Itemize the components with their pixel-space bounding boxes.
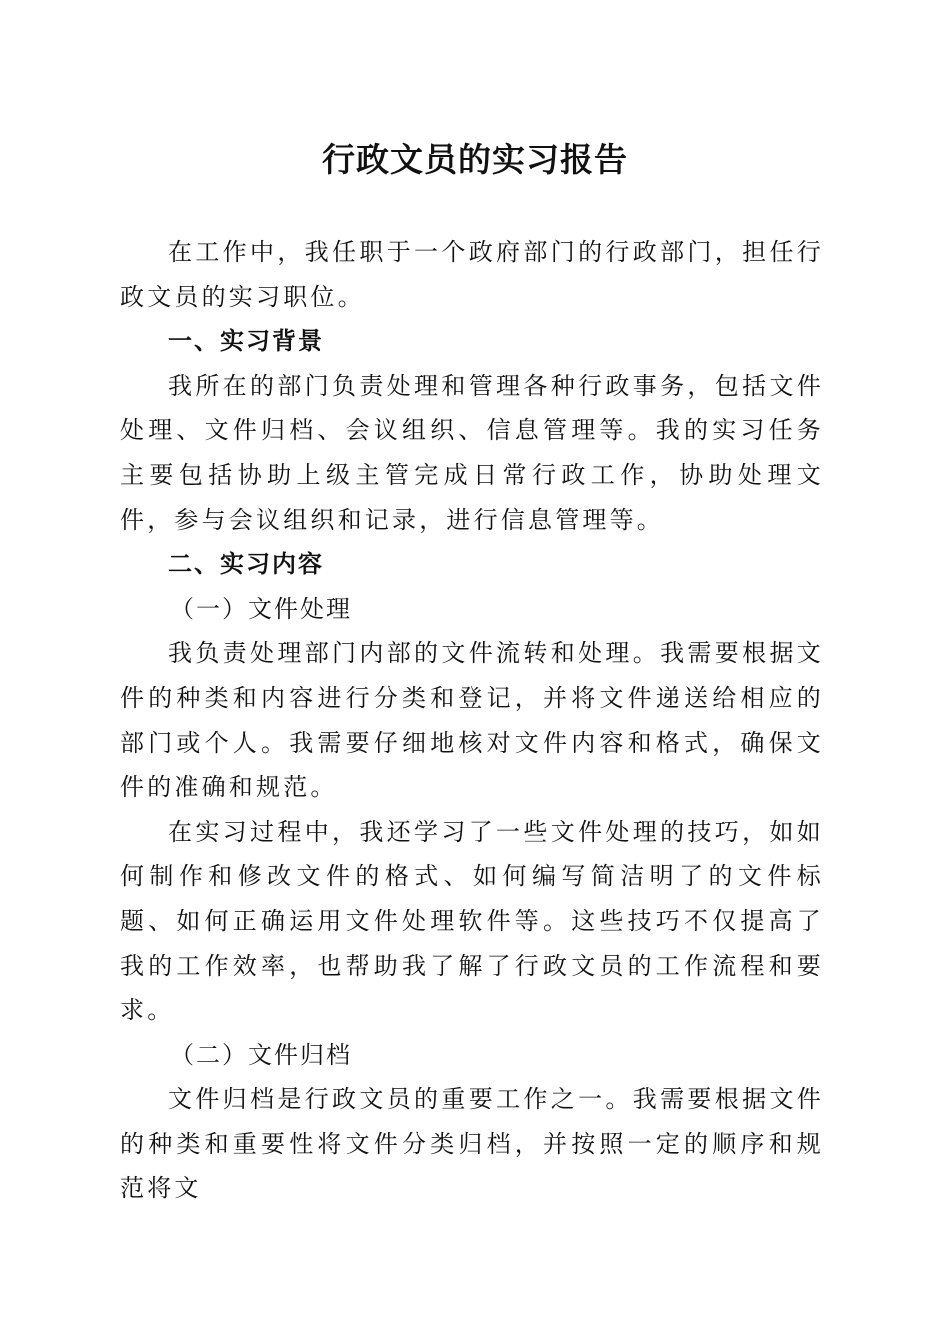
file-archiving-paragraph-1: 文件归档是行政文员的重要工作之一。我需要根据文件的种类和重要性将文件分类归档，并按照一定的顺序和规范将文 [120,1085,824,1203]
file-processing-paragraph-1: 我负责处理部门内部的文件流转和处理。我需要根据文件的种类和内容进行分类和登记，并将文件递送给相应的部门或个人。我需要仔细地核对文件内容和格式，确保文件的准确和规范。 [120,639,824,802]
document-title: 行政文员的实习报告 [322,140,628,179]
subsection-heading-file-archiving: （二）文件归档 [170,1040,352,1069]
section-heading-content: 二、实习内容 [168,550,324,579]
subsection-heading-file-processing: （一）文件处理 [170,594,352,623]
document-body [120,230,824,1211]
section-heading-background: 一、实习背景 [168,327,324,356]
file-processing-paragraph-2: 在实习过程中，我还学习了一些文件处理的技巧，如如何制作和修改文件的格式、如何编写简洁明了的文件标题、如何正确运用文件处理软件等。这些技巧不仅提高了我的工作效率，也帮助我了解了行政文员的工作流程和要求。 [120,817,824,1025]
intro-paragraph: 在工作中，我任职于一个政府部门的行政部门，担任行政文员的实习职位。 [120,238,824,311]
background-paragraph: 我所在的部门负责处理和管理各种行政事务，包括文件处理、文件归档、会议组织、信息管理等。我的实习任务主要包括协助上级主管完成日常行政工作，协助处理文件，参与会议组织和记录，进行信息管理等。 [120,371,824,534]
